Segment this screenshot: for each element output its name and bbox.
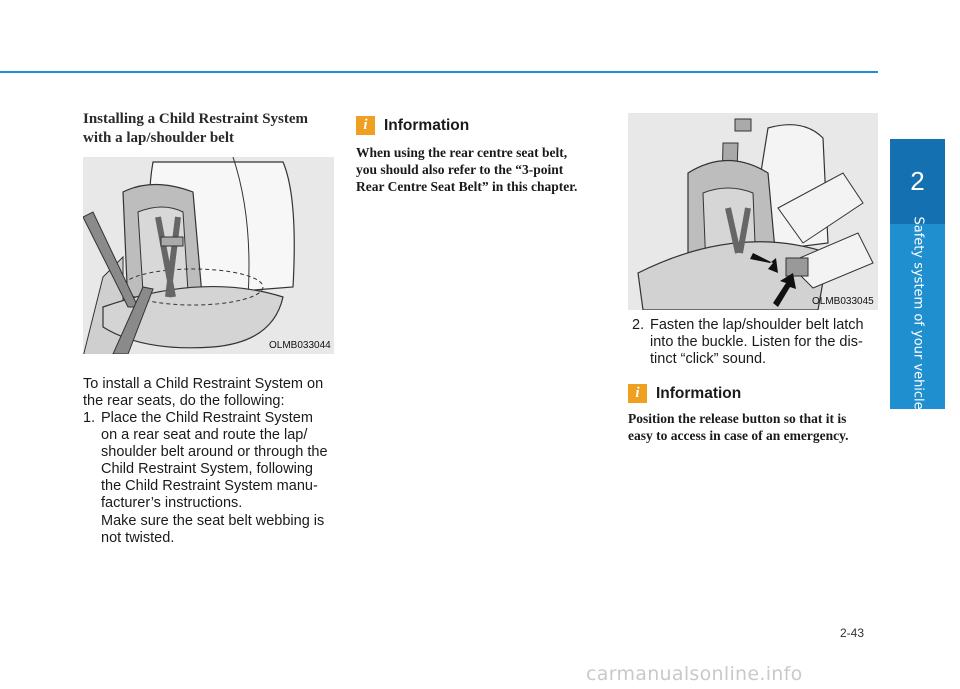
figure-code: OLMB033044 [269,340,331,351]
chapter-number: 2 [890,139,945,224]
intro-text: To install a Child Restraint System on the rear seats, do the following: [83,376,324,409]
chapter-title: Safety system of your vehicle [910,216,926,410]
step-line: Place the Child Restraint System [101,410,313,426]
figure-fasten-buckle [628,113,878,310]
step-line: shoulder belt around or through the [101,444,328,460]
info-box-1-header [356,116,469,135]
info-line: When using the rear centre seat belt, [356,145,568,160]
step-line: Child Restraint System, following [101,461,313,477]
figure-child-seat-lap-belt [83,157,334,354]
header-rule [0,71,878,73]
note-line: Make sure the seat belt webbing is [101,513,325,529]
info-box-1-body [356,144,608,195]
info-box-2-body [628,410,880,444]
page-number: 2-43 [840,626,865,640]
chapter-tab[interactable] [890,139,945,409]
info-icon: i [356,116,375,135]
step-text [650,317,864,368]
step-number: 2. [632,317,645,333]
figure-code: OLMB033045 [812,296,874,307]
step-line: the Child Restraint System manu- [101,478,318,494]
watermark: carmanualsonline.info [586,663,803,685]
step-line: into the buckle. Listen for the dis- [650,334,863,350]
child-seat-illustration [83,157,334,354]
info-icon: i [628,384,647,403]
step-number: 1. [83,410,96,426]
info-title: Information [656,384,742,402]
step-2 [632,317,882,372]
step-line: facturer’s instructions. [101,495,243,511]
note-line: not twisted. [101,530,175,546]
step-1-note [101,513,341,547]
step-line: tinct “click” sound. [650,351,767,367]
info-title: Information [384,116,470,134]
section-heading: Installing a Child Restraint System with a lap/shoulder belt [83,111,309,146]
step-line: on a rear seat and route the lap/ [101,427,308,443]
info-box-2-header [628,384,741,403]
step-text [101,410,328,512]
info-line: easy to access in case of an emergency. [628,428,849,443]
info-line: Rear Centre Seat Belt” in this chapter. [356,179,578,194]
step-line: Fasten the lap/shoulder belt latch [650,317,864,333]
info-line: Position the release button so that it is [628,411,847,426]
step-1 [83,410,338,510]
chapter-title-box [890,216,945,410]
buckle-illustration [628,113,878,310]
info-line: you should also refer to the “3-point [356,162,564,177]
